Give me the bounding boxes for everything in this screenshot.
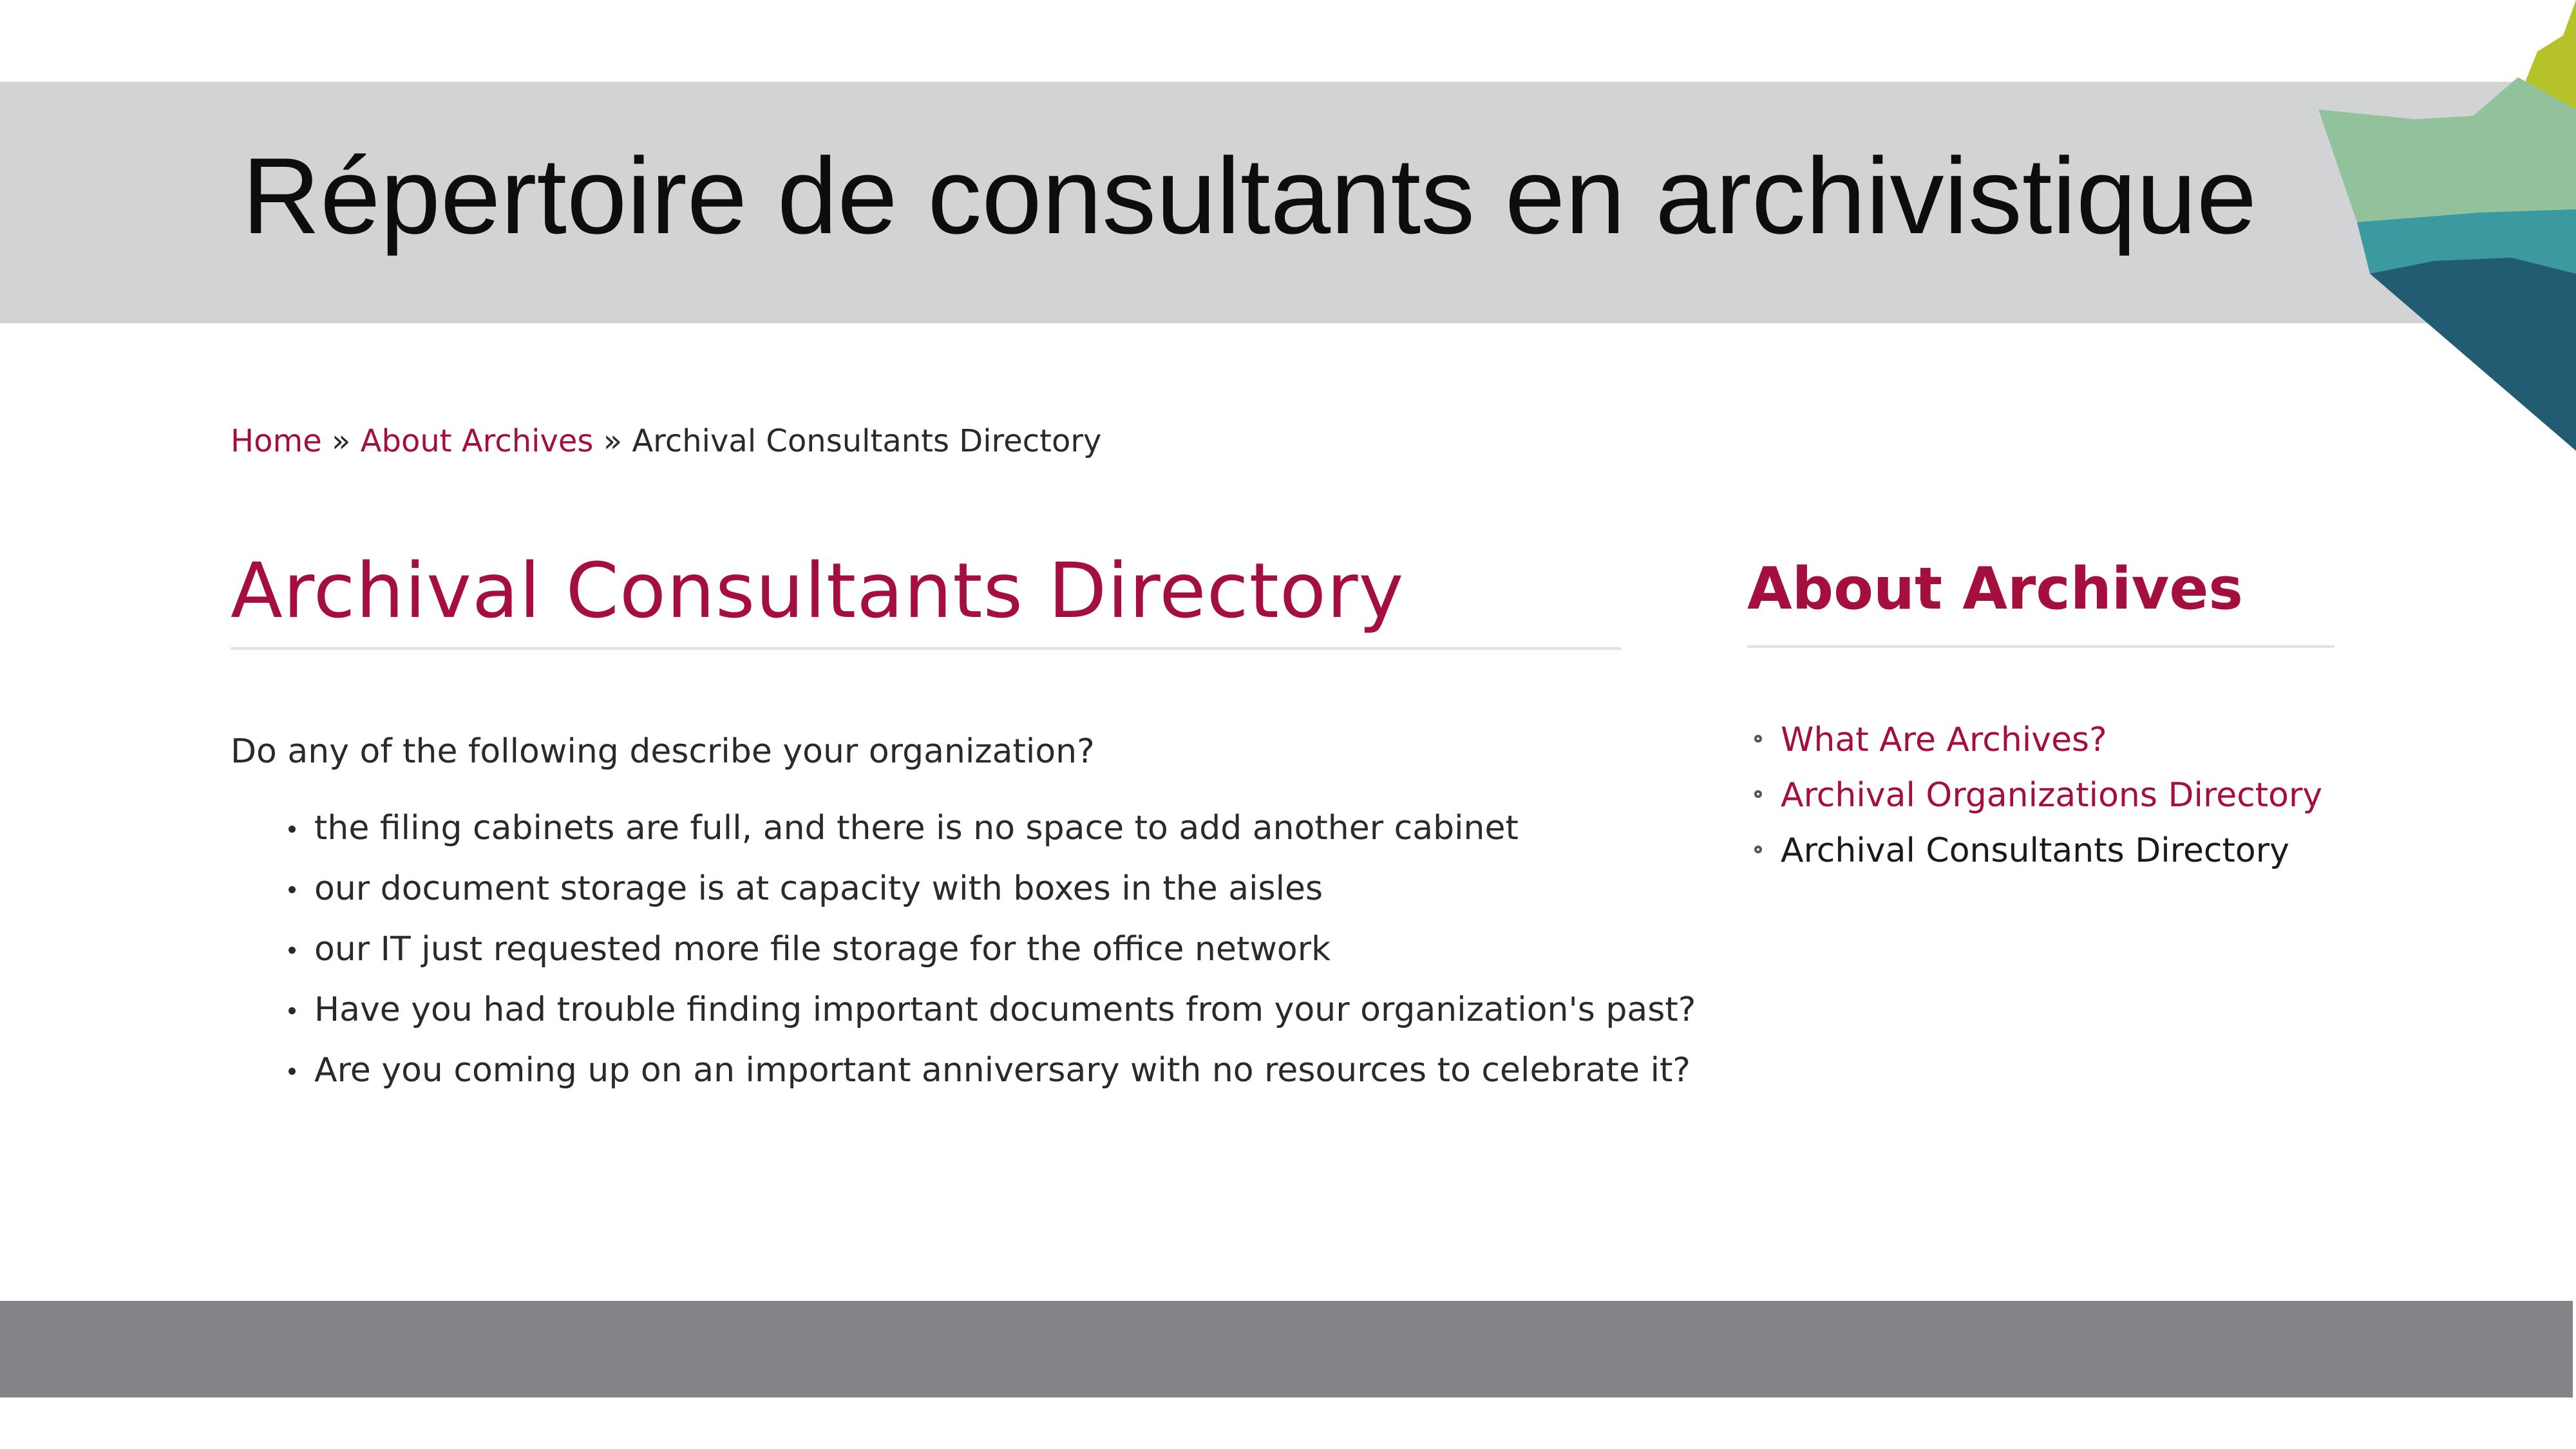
sidebar-divider bbox=[1747, 645, 2334, 648]
sidebar bbox=[1747, 541, 2334, 878]
intro-text: Do any of the following describe your organization? bbox=[231, 732, 1095, 771]
breadcrumb-separator: » bbox=[332, 423, 351, 459]
sidebar-link-organizations-directory[interactable]: Archival Organizations Directory bbox=[1781, 776, 2323, 815]
sidebar-current-consultants-directory: Archival Consultants Directory bbox=[1781, 831, 2289, 870]
list-item: Are you coming up on an important anniversary with no resources to celebrate it? bbox=[314, 1045, 1815, 1095]
sidebar-title: About Archives bbox=[1747, 555, 2243, 623]
sidebar-link-what-are-archives[interactable]: What Are Archives? bbox=[1781, 721, 2107, 759]
breadcrumb-home-link[interactable]: Home bbox=[231, 423, 322, 459]
main-content bbox=[231, 541, 1696, 1106]
breadcrumb-about-link[interactable]: About Archives bbox=[360, 423, 594, 459]
breadcrumb bbox=[231, 419, 1101, 464]
list-item: the filing cabinets are full, and there is no space to add another cabinet bbox=[314, 803, 1815, 853]
decorative-corner-graphic bbox=[2318, 0, 2576, 464]
breadcrumb-current: Archival Consultants Directory bbox=[632, 423, 1102, 459]
mint-shape bbox=[2318, 77, 2576, 222]
navy-shape bbox=[2370, 258, 2576, 451]
list-item: our IT just requested more file storage for the office network bbox=[314, 924, 1815, 974]
breadcrumb-separator: » bbox=[603, 423, 623, 459]
sidebar-item-organizations-directory bbox=[1781, 768, 2334, 823]
list-item: Have you had trouble finding important documents from your organization's past? bbox=[314, 985, 1815, 1035]
footer-bar bbox=[0, 1301, 2573, 1397]
sidebar-item-consultants-directory bbox=[1781, 823, 2334, 878]
title-divider bbox=[231, 647, 1622, 650]
banner-title: Répertoire de consultants en archivistique bbox=[242, 135, 2257, 256]
sidebar-nav bbox=[1747, 712, 2334, 878]
page-title: Archival Consultants Directory bbox=[231, 546, 1405, 635]
question-list bbox=[231, 803, 1815, 1095]
sidebar-item-what-are-archives bbox=[1781, 712, 2334, 768]
list-item: our document storage is at capacity with boxes in the aisles bbox=[314, 864, 1815, 914]
